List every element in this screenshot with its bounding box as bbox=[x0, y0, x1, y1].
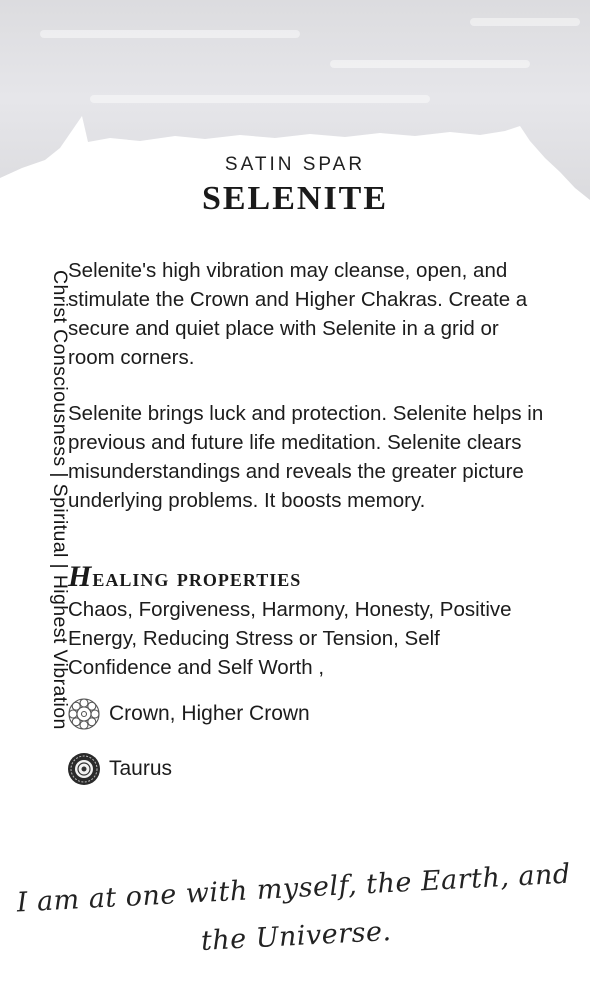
description-paragraph-1: Selenite's high vibration may cleanse, open, and stimulate the Crown and Higher Chakras. Create a secure and quiet place with Selenite in a grid or room corners. bbox=[68, 259, 528, 369]
heading-initial: H bbox=[68, 560, 93, 593]
zodiac-text: Taurus bbox=[109, 757, 173, 780]
chakra-text: Crown, Higher Crown bbox=[109, 702, 310, 725]
affirmation-line-1: I am at one with myself, the Earth, and bbox=[16, 858, 572, 919]
heading-rest: ealing properties bbox=[92, 563, 302, 592]
healing-properties-text: Chaos, Forgiveness, Harmony, Honesty, Positive Energy, Reducing Stress or Tension, Self Confidence and Self Worth , bbox=[68, 598, 512, 679]
crown-chakra-icon bbox=[66, 696, 102, 732]
card-subtitle: SATIN SPAR bbox=[224, 154, 366, 175]
description-paragraph-2: Selenite brings luck and protection. Selenite helps in previous and future life meditation. Selenite clears misunderstandings and reveals the greater picture underlying problems. It boosts memory. bbox=[68, 402, 544, 512]
zodiac-mandala-icon bbox=[66, 751, 102, 787]
zodiac-row bbox=[66, 751, 172, 787]
affirmation-line-2: the Universe. bbox=[200, 916, 393, 957]
affirmation-script bbox=[0, 850, 590, 977]
card-title: SELENITE bbox=[201, 180, 389, 217]
side-keywords: Christ Consciousness | Spiritual | Highest Vibration bbox=[49, 270, 71, 730]
healing-properties-heading bbox=[68, 560, 301, 594]
chakra-row bbox=[66, 696, 310, 732]
